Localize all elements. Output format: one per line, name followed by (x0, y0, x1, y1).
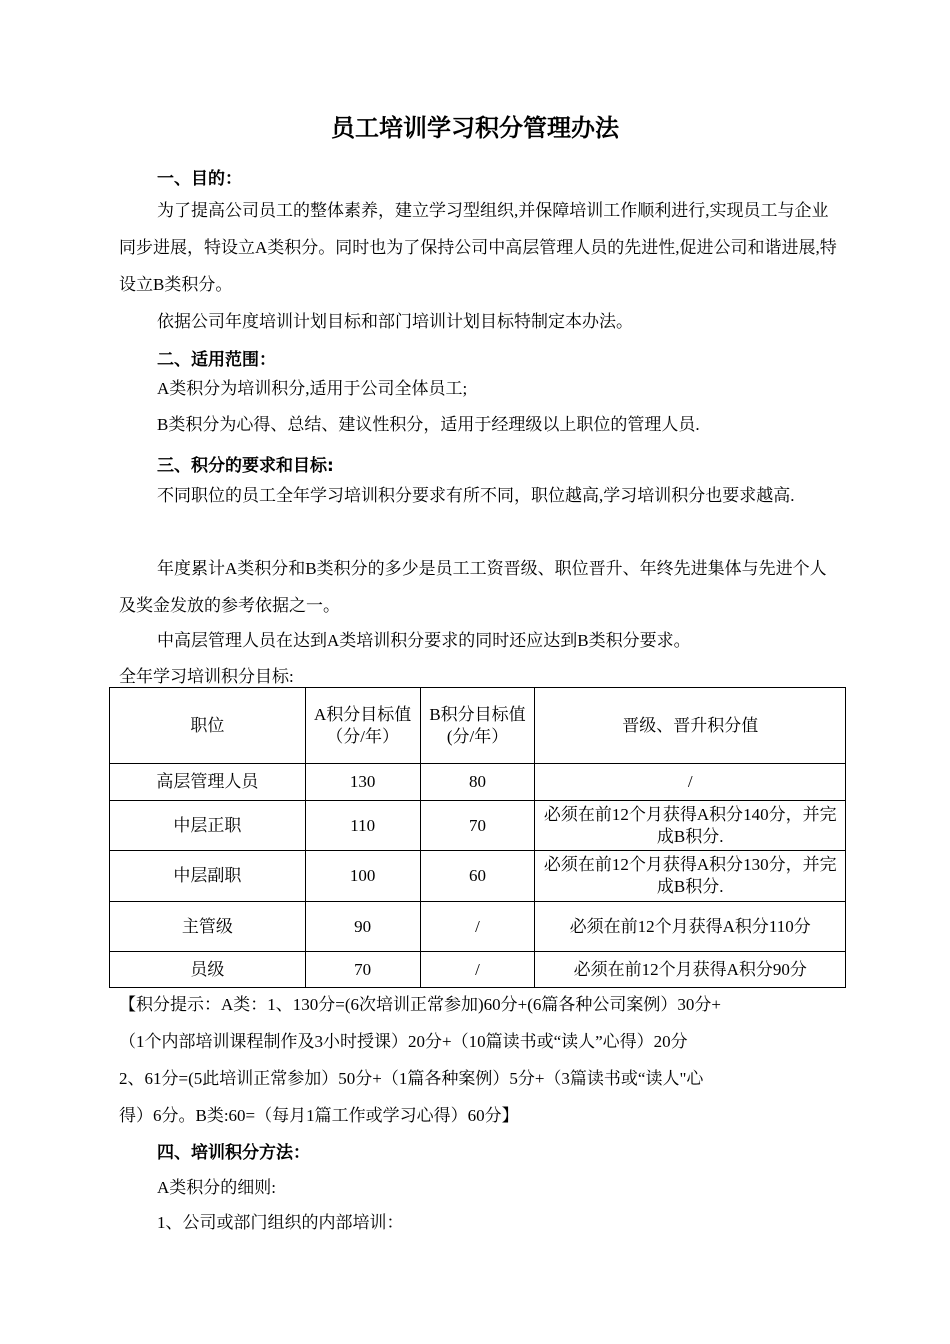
table-row (110, 764, 846, 801)
section-heading-purpose: 一、目的： (157, 169, 242, 189)
points-tip-line: 【积分提示：A类：1、130分=(6次培训正常参加)60分+(6篇各种公司案例）30分+ (119, 995, 722, 1014)
paragraph-purpose: 为了提高公司员工的整体素养，建立学习型组织,并保障培训工作顺利进行,实现员工与企业同步进展，特设立A类积分。同时也为了保持公司中高层管理人员的先进性,促进公司和谐进展,特设立B类积分。 (119, 201, 837, 294)
cell-position: 员级 (110, 952, 306, 988)
points-tip-line: （1个内部培训课程制作及3小时授课）20分+（10篇读书或“读人”心得）20分 (119, 1032, 688, 1051)
paragraph-requirements: 不同职位的员工全年学习培训积分要求有所不同，职位越高,学习培训积分也要求越高. (157, 486, 795, 505)
document-title: 员工培训学习积分管理办法 (331, 114, 619, 142)
points-tip-line: 2、61分=(5此培训正常参加）50分+（1篇各种案例）5分+（3篇读书或“读人"心 (119, 1069, 704, 1088)
cell-b-target: / (420, 902, 535, 952)
table-row (110, 902, 846, 952)
paragraph-basis: 依据公司年度培训计划目标和部门培训计划目标特制定本办法。 (157, 312, 633, 331)
paragraph-scope-b: B类积分为心得、总结、建议性积分，适用于经理级以上职位的管理人员. (157, 415, 700, 434)
cell-a-target: 100 (305, 851, 420, 902)
cell-a-target: 90 (305, 902, 420, 952)
header-promotion: 晋级、晋升积分值 (535, 688, 846, 764)
cell-a-target: 110 (305, 801, 420, 851)
paragraph-scope-a: A类积分为培训积分,适用于公司全体员工; (157, 379, 468, 398)
cell-b-target: 60 (420, 851, 535, 902)
table-header-row (110, 688, 846, 764)
cell-a-target: 70 (305, 952, 420, 988)
points-target-table (109, 687, 846, 988)
paragraph-a-rules: A类积分的细则: (157, 1178, 276, 1197)
table-row (110, 952, 846, 988)
points-tip-line: 得）6分。B类:60=（每月1篇工作或学习心得）60分】 (119, 1106, 519, 1125)
header-b-target: B积分目标值(分/年） (420, 688, 535, 764)
header-position: 职位 (110, 688, 306, 764)
cell-b-target: 70 (420, 801, 535, 851)
header-a-target: A积分目标值（分/年） (305, 688, 420, 764)
cell-promotion: / (535, 764, 846, 801)
cell-promotion: 必须在前12个月获得A积分110分 (535, 902, 846, 952)
cell-a-target: 130 (305, 764, 420, 801)
cell-position: 中层副职 (110, 851, 306, 902)
cell-position: 主管级 (110, 902, 306, 952)
cell-promotion: 必须在前12个月获得A积分90分 (535, 952, 846, 988)
cell-promotion: 必须在前12个月获得A积分140分，并完成B积分. (535, 801, 846, 851)
paragraph-management: 中高层管理人员在达到A类培训积分要求的同时还应达到B类积分要求。 (157, 631, 691, 650)
cell-position: 高层管理人员 (110, 764, 306, 801)
table-row (110, 851, 846, 902)
cell-position: 中层正职 (110, 801, 306, 851)
section-heading-requirements: 三、积分的要求和目标: (157, 456, 334, 476)
table-caption: 全年学习培训积分目标: (119, 667, 294, 686)
section-heading-scope: 二、适用范围： (157, 350, 276, 370)
cell-b-target: 80 (420, 764, 535, 801)
section-heading-method: 四、培训积分方法： (157, 1143, 310, 1163)
table-row (110, 801, 846, 851)
cell-b-target: / (420, 952, 535, 988)
paragraph-reference: 年度累计A类积分和B类积分的多少是员工工资晋级、职位晋升、年终先进集体与先进个人及奖金发放的参考依据之一。 (119, 559, 827, 615)
cell-promotion: 必须在前12个月获得A积分130分，并完成B积分. (535, 851, 846, 902)
paragraph-internal-training: 1、公司或部门组织的内部培训： (157, 1213, 404, 1232)
